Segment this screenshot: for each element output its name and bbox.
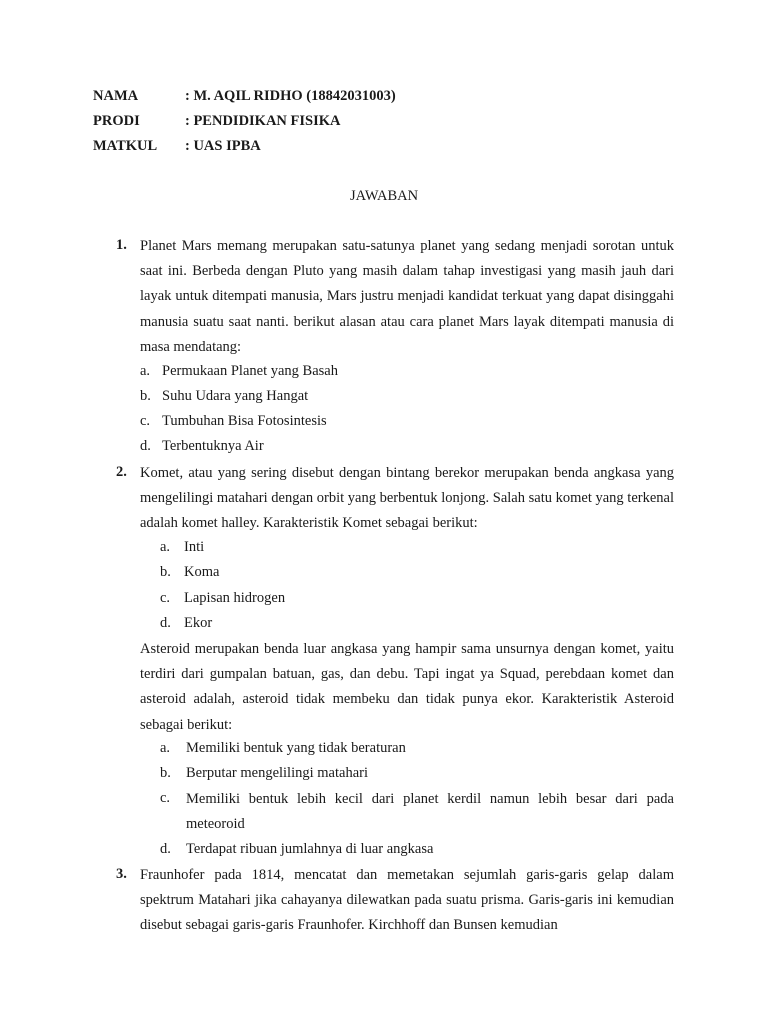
asteroid-item-a bbox=[160, 740, 406, 757]
q1-item-c bbox=[140, 413, 327, 430]
comet-item-a-text: Inti bbox=[184, 539, 205, 555]
q1-item-d-marker: d. bbox=[140, 438, 151, 454]
q1-item-d bbox=[140, 438, 264, 455]
header-nama-row bbox=[93, 88, 396, 105]
asteroid-item-c bbox=[160, 787, 674, 837]
comet-item-d bbox=[160, 615, 213, 632]
q1-item-b bbox=[140, 388, 309, 405]
asteroid-item-b-text: Berputar mengelilingi matahari bbox=[186, 765, 368, 781]
asteroid-item-c-marker: c. bbox=[160, 790, 171, 806]
asteroid-item-d-marker: d. bbox=[160, 841, 171, 857]
comet-item-c-text: Lapisan hidrogen bbox=[184, 590, 286, 606]
q1-item-b-marker: b. bbox=[140, 388, 151, 404]
q1-item-a-text: Permukaan Planet yang Basah bbox=[162, 363, 338, 379]
comet-item-b bbox=[160, 564, 220, 581]
q1-item-b-text: Suhu Udara yang Hangat bbox=[162, 388, 309, 404]
prodi-label: PRODI bbox=[93, 113, 140, 129]
asteroid-item-a-text: Memiliki bentuk yang tidak beraturan bbox=[186, 740, 406, 756]
asteroid-item-c-text: Memiliki bentuk lebih kecil dari planet kerdil namun lebih besar dari pada meteoroid bbox=[186, 791, 674, 833]
q1-paragraph: Planet Mars memang merupakan satu-satunya planet yang sedang menjadi sorotan untuk saat ini. Berbeda dengan Pluto yang masih dalam tahap investigasi yang masih jauh dari layak untuk ditempati manusia, Mars justru menjadi kandidat terkuat yang dapat disinggahi manusia suatu saat nanti. berikut alasan atau cara planet Mars layak ditempati manusia di masa mendatang: bbox=[140, 238, 674, 355]
q3-number: 3. bbox=[116, 866, 127, 882]
comet-item-d-text: Ekor bbox=[184, 615, 213, 631]
comet-item-b-marker: b. bbox=[160, 564, 171, 580]
asteroid-item-b-marker: b. bbox=[160, 765, 171, 781]
nama-value: : M. AQIL RIDHO (18842031003) bbox=[185, 88, 396, 104]
asteroid-item-d bbox=[160, 841, 434, 858]
q2-number: 2. bbox=[116, 464, 127, 480]
q1-item-d-text: Terbentuknya Air bbox=[162, 438, 264, 454]
q1-item-c-text: Tumbuhan Bisa Fotosintesis bbox=[162, 413, 327, 429]
header-matkul-row bbox=[93, 138, 261, 155]
q1-number: 1. bbox=[116, 237, 127, 253]
nama-label: NAMA bbox=[93, 88, 139, 104]
matkul-label: MATKUL bbox=[93, 138, 158, 154]
comet-item-a-marker: a. bbox=[160, 539, 171, 555]
asteroid-item-b bbox=[160, 765, 368, 782]
asteroid-item-a-marker: a. bbox=[160, 740, 171, 756]
q1-item-c-marker: c. bbox=[140, 413, 151, 429]
asteroid-item-d-text: Terdapat ribuan jumlahnya di luar angkasa bbox=[186, 841, 434, 857]
comet-item-c bbox=[160, 590, 286, 607]
comet-item-c-marker: c. bbox=[160, 590, 171, 606]
q2-paragraph: Komet, atau yang sering disebut dengan bintang berekor merupakan benda angkasa yang mengelilingi matahari dengan orbit yang berbentuk lonjong. Salah satu komet yang terkenal adalah komet halley. Karakteristik Komet sebagai berikut: bbox=[140, 465, 674, 532]
comet-item-a bbox=[160, 539, 205, 556]
page-title: JAWABAN bbox=[349, 188, 419, 204]
q1-item-a-marker: a. bbox=[140, 363, 151, 379]
q1-item-a bbox=[140, 363, 338, 380]
q3-paragraph: Fraunhofer pada 1814, mencatat dan memetakan sejumlah garis-garis gelap dalam spektrum Matahari jika cahayanya dilewatkan pada suatu prisma. Garis-garis ini kemudian disebut sebagai garis-garis Fraunhofer. Kirchhoff dan Bunsen kemudian bbox=[140, 867, 674, 934]
matkul-value: : UAS IPBA bbox=[185, 138, 261, 154]
comet-item-d-marker: d. bbox=[160, 615, 171, 631]
comet-item-b-text: Koma bbox=[184, 564, 220, 580]
header-prodi-row bbox=[93, 113, 341, 130]
asteroid-paragraph: Asteroid merupakan benda luar angkasa yang hampir sama unsurnya dengan komet, yaitu terdiri dari gumpalan batuan, gas, dan debu. Tapi ingat ya Squad, perebdaan komet dan asteroid adalah, asteroid tidak membeku dan tidak punya ekor. Karakteristik Asteroid sebagai berikut: bbox=[140, 641, 674, 733]
prodi-value: : PENDIDIKAN FISIKA bbox=[185, 113, 341, 129]
